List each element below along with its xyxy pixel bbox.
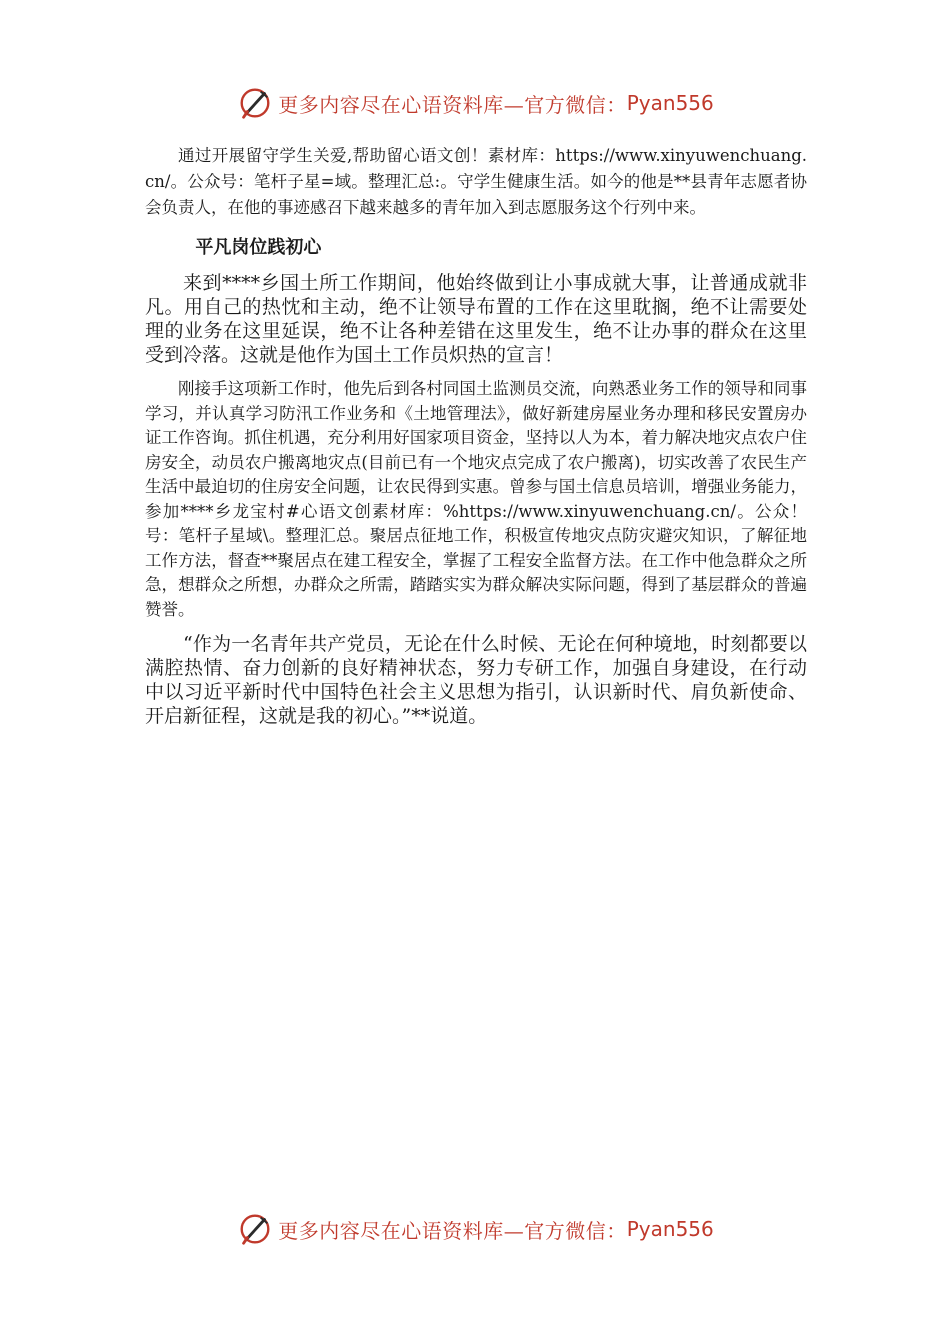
paragraph-4: “作为一名青年共产党员，无论在什么时候、无论在何种境地，时刻都要以满腔热情、奋力创新的良好精神状态，努力专研工作，加强自身建设，在行动中以习近平新时代中国特色社会主义思想为指引，认识新时代、肩负新使命、开启新征程，这就是我的初心。”**说道。	[145, 633, 807, 727]
banner-wechat-id: Pyan556	[626, 1217, 714, 1241]
paragraph-2: 来到****乡国土所工作期间，他始终做到让小事成就大事，让普通成就非凡。用自己的热忱和主动，绝不让领导布置的工作在这里耽搁，绝不让需要处理的业务在这里延误，绝不让各种差错在这里发生，绝不让办事的群众在这里受到冷落。这就是他作为国土工作员炽热的宣言！	[145, 272, 807, 366]
footer-banner	[0, 1206, 950, 1252]
banner-text: 更多内容尽在心语资料库—官方微信：	[278, 1218, 627, 1243]
paragraph-3: 刚接手这项新工作时，他先后到各村同国土监测员交流，向熟悉业务工作的领导和同事学习，并认真学习防汛工作业务和《土地管理法》，做好新建房屋业务办理和移民安置房办证工作咨询。抓住机遇，充分利用好国家项目资金，坚持以人为本，着力解决地灾点农户住房安全，动员农户搬离地灾点(目前已有一个地灾点完成了农户搬离)，切实改善了农民生产生活中最迫切的住房安全问题，让农民得到实惠。曾参与国土信息员培训，增强业务能力，参加****乡龙宝村#心语文创素材库：%https://www.xinyuwenchuang.cn/。公众！号：笔杆子星域\。整理汇总。聚居点征地工作，积极宣传地灾点防灾避灾知识，了解征地工作方法，督查**聚居点在建工程安全，掌握了工程安全监督方法。在工作中他急群众之所急，想群众之所想，办群众之所需，踏踏实实为群众解决实际问题，得到了基层群众的普遍赞誉。	[145, 379, 807, 619]
paragraph-1: 通过开展留守学生关爱,帮助留心语文创！素材库：https://www.xinyuwenchuang.cn/。公众号：笔杆子星=域。整理汇总:。守学生健康生活。如今的他是**县青年志愿者协会负责人，在他的事迹感召下越来越多的青年加入到志愿服务这个行列中来。	[145, 146, 807, 217]
banner-text: 更多内容尽在心语资料库—官方微信：	[278, 92, 627, 117]
pen-circle-logo-icon	[236, 84, 274, 122]
section-heading: 平凡岗位践初心	[195, 237, 322, 258]
header-banner	[0, 80, 950, 126]
document-body	[145, 143, 807, 728]
banner-wechat-id: Pyan556	[626, 91, 714, 115]
pen-circle-logo-icon	[236, 1210, 274, 1248]
